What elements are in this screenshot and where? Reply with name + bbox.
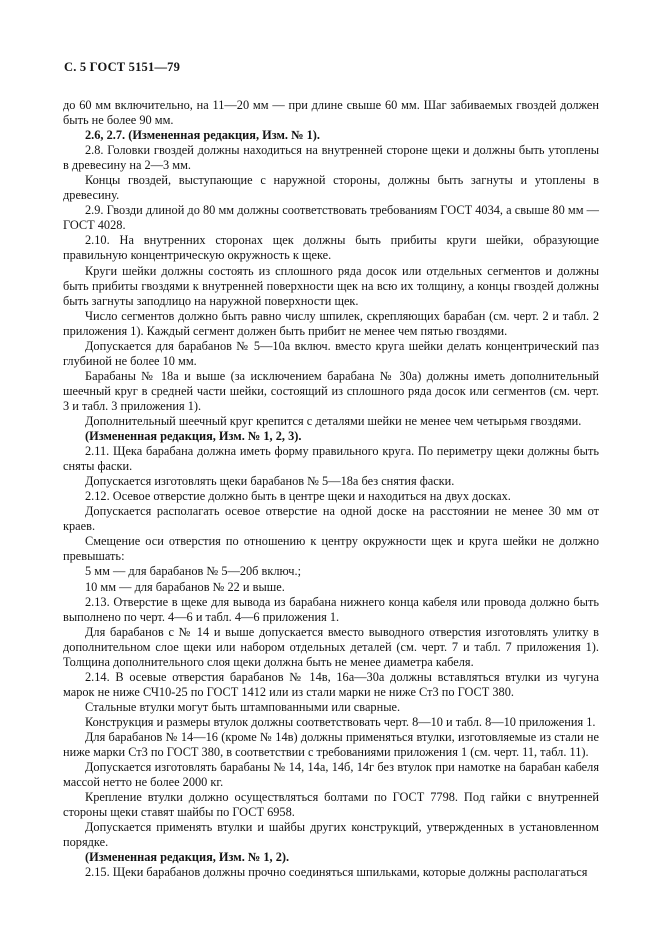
paragraph: 2.11. Щека барабана должна иметь форму правильного круга. По периметру щеки должны быть сняты фаски. bbox=[63, 444, 599, 474]
paragraph: Для барабанов с № 14 и выше допускается вместо выводного отверстия изготовлять улитку в дополнительном слое щеки или набором отдельных деталей (см. черт. 7 и табл. 7 приложения 1). Толщина дополнительного слоя щеки должна быть не менее диаметра кабеля. bbox=[63, 624, 599, 669]
paragraph: Допускается располагать осевое отверстие на одной доске на расстоянии не менее 30 мм от краев. bbox=[63, 504, 599, 534]
paragraph: Круги шейки должны состоять из сплошного ряда досок или отдельных сегментов и должны быть прибиты гвоздями к внутренней поверхности щек на всю их толщину, а концы гвоздей должны быть загнуты заподлицо на наружной поверхности щек. bbox=[63, 263, 599, 308]
paragraph: 5 мм — для барабанов № 5—20б включ.; bbox=[85, 564, 302, 579]
paragraph: 2.10. На внутренних сторонах щек должны быть прибиты круги шейки, образующие правильную концентрическую окружность к щеке. bbox=[63, 233, 599, 263]
paragraph: Стальные втулки могут быть штампованными или сварные. bbox=[85, 699, 401, 714]
paragraph: Допускается применять втулки и шайбы других конструкций, утвержденных в установленном порядке. bbox=[63, 820, 599, 850]
paragraph: 2.12. Осевое отверстие должно быть в центре щеки и находиться на двух досках. bbox=[85, 489, 511, 504]
paragraph: Концы гвоздей, выступающие с наружной стороны, должны быть загнуты и утоплены в древесину. bbox=[63, 173, 599, 203]
paragraph: (Измененная редакция, Изм. № 1, 2). bbox=[85, 850, 290, 865]
paragraph: 2.8. Головки гвоздей должны находиться на внутренней стороне щеки и должны быть утоплены в древесину на 2—3 мм. bbox=[63, 143, 599, 173]
paragraph: Крепление втулки должно осуществляться болтами по ГОСТ 7798. Под гайки с внутренней стороны щеки ставят шайбы по ГОСТ 6958. bbox=[63, 790, 599, 820]
paragraph: 2.13. Отверстие в щеке для вывода из барабана нижнего конца кабеля или провода должно быть выполнено по черт. 4—6 и табл. 4—6 приложения 1. bbox=[63, 594, 599, 624]
document-body bbox=[63, 98, 599, 880]
paragraph: Допускается изготовлять барабаны № 14, 14а, 14б, 14г без втулок при намотке на барабан кабеля массой нетто не более 2000 кг. bbox=[63, 760, 599, 790]
paragraph: 10 мм — для барабанов № 22 и выше. bbox=[85, 579, 285, 594]
paragraph: Конструкция и размеры втулок должны соответствовать черт. 8—10 и табл. 8—10 приложения 1. bbox=[85, 714, 596, 729]
paragraph: Смещение оси отверстия по отношению к центру окружности щек и круга шейки не должно превышать: bbox=[63, 534, 599, 564]
paragraph: Барабаны № 18а и выше (за исключением барабана № 30а) должны иметь дополнительный шеечный круг в средней части шейки, состоящий из сплошного ряда досок или сегментов (см. черт. 3 и табл. 3 приложения 1). bbox=[63, 368, 599, 413]
paragraph: Допускается изготовлять щеки барабанов № 5—18а без снятия фаски. bbox=[85, 474, 455, 489]
paragraph: 2.9. Гвозди длиной до 80 мм должны соответствовать требованиям ГОСТ 4034, а свыше 80 мм — ГОСТ 4028. bbox=[63, 203, 599, 233]
paragraph: Для барабанов № 14—16 (кроме № 14в) должны применяться втулки, изготовляемые из стали не ниже марки Ст3 по ГОСТ 380, в соответствии с требованиями приложения 1 (см. черт. 11, табл. 11). bbox=[63, 729, 599, 760]
paragraph: (Измененная редакция, Изм. № 1, 2, 3). bbox=[85, 429, 302, 444]
paragraph: Дополнительный шеечный круг крепится с деталями шейки не менее чем четырьмя гвоздями. bbox=[85, 413, 582, 428]
paragraph: Число сегментов должно быть равно числу шпилек, скрепляющих барабан (см. черт. 2 и табл. 2 приложения 1). Каждый сегмент должен быть прибит не менее чем пятью гвоздями. bbox=[63, 308, 599, 338]
paragraph: 2.15. Щеки барабанов должны прочно соединяться шпильками, которые должны располагаться bbox=[85, 865, 588, 880]
paragraph: 2.6, 2.7. (Измененная редакция, Изм. № 1). bbox=[85, 128, 320, 143]
paragraph: до 60 мм включительно, на 11—20 мм — при длине свыше 60 мм. Шаг забиваемых гвоздей должен быть не более 90 мм. bbox=[63, 98, 599, 128]
paragraph: Допускается для барабанов № 5—10а включ. вместо круга шейки делать концентрический паз глубиной не более 10 мм. bbox=[63, 338, 599, 368]
page-header: С. 5 ГОСТ 5151—79 bbox=[64, 60, 181, 74]
paragraph: 2.14. В осевые отверстия барабанов № 14в, 16а—30а должны вставляться втулки из чугуна марок не ниже СЧ10-25 по ГОСТ 1412 или из стали марки не ниже Ст3 по ГОСТ 380. bbox=[63, 669, 599, 699]
